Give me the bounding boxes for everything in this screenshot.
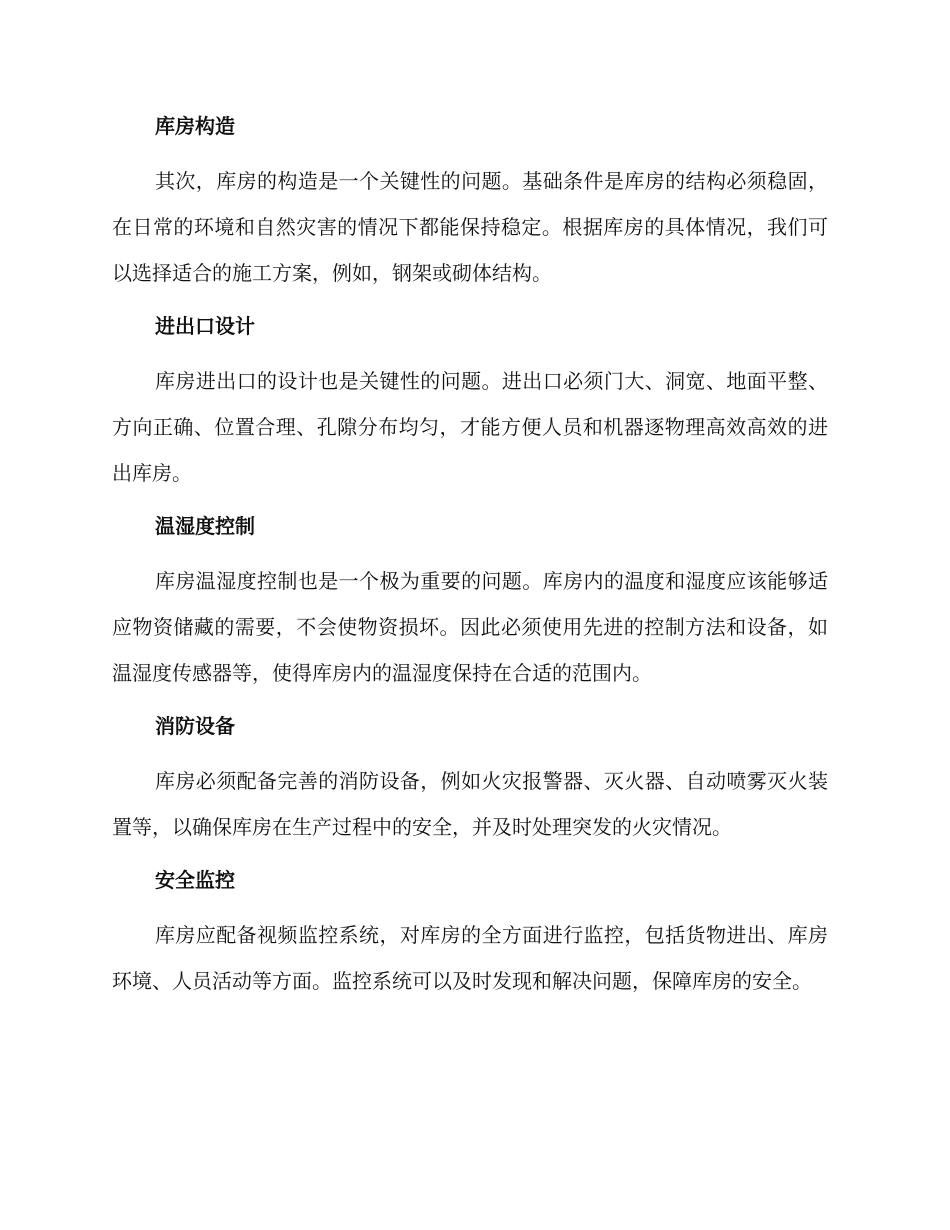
section-fire-equipment <box>112 712 838 850</box>
section-paragraph: 库房温湿度控制也是一个极为重要的问题。库房内的温度和湿度应该能够适应物资储藏的需要，不会使物资损坏。因此必须使用先进的控制方法和设备，如温湿度传感器等，使得库房内的温湿度保持在合适的范围内。 <box>112 569 828 685</box>
section-paragraph: 库房进出口的设计也是关键性的问题。进出口必须门大、洞宽、地面平整、方向正确、位置合理、孔隙分布均匀，才能方便人员和机器逐物理高效高效的进出库房。 <box>112 369 828 485</box>
section-temperature-humidity <box>112 512 838 696</box>
section-heading: 进出口设计 <box>155 314 255 338</box>
section-paragraph: 库房应配备视频监控系统，对库房的全方面进行监控，包括货物进出、库房环境、人员活动等方面。监控系统可以及时发现和解决问题，保障库房的安全。 <box>112 923 828 993</box>
section-paragraph: 其次，库房的构造是一个关键性的问题。基础条件是库房的结构必须稳固，在日常的环境和自然灾害的情况下都能保持稳定。根据库房的具体情况，我们可以选择适合的施工方案，例如，钢架或砌体结构。 <box>112 169 828 285</box>
section-heading: 安全监控 <box>155 868 235 892</box>
section-heading: 消防设备 <box>155 714 235 738</box>
section-warehouse-structure <box>112 112 838 296</box>
section-heading: 库房构造 <box>155 114 235 138</box>
section-security-monitoring <box>112 866 838 1004</box>
section-entrance-design <box>112 312 838 496</box>
section-paragraph: 库房必须配备完善的消防设备，例如火灾报警器、灭火器、自动喷雾灭火装置等，以确保库房在生产过程中的安全，并及时处理突发的火灾情况。 <box>112 769 828 839</box>
section-heading: 温湿度控制 <box>155 514 255 538</box>
